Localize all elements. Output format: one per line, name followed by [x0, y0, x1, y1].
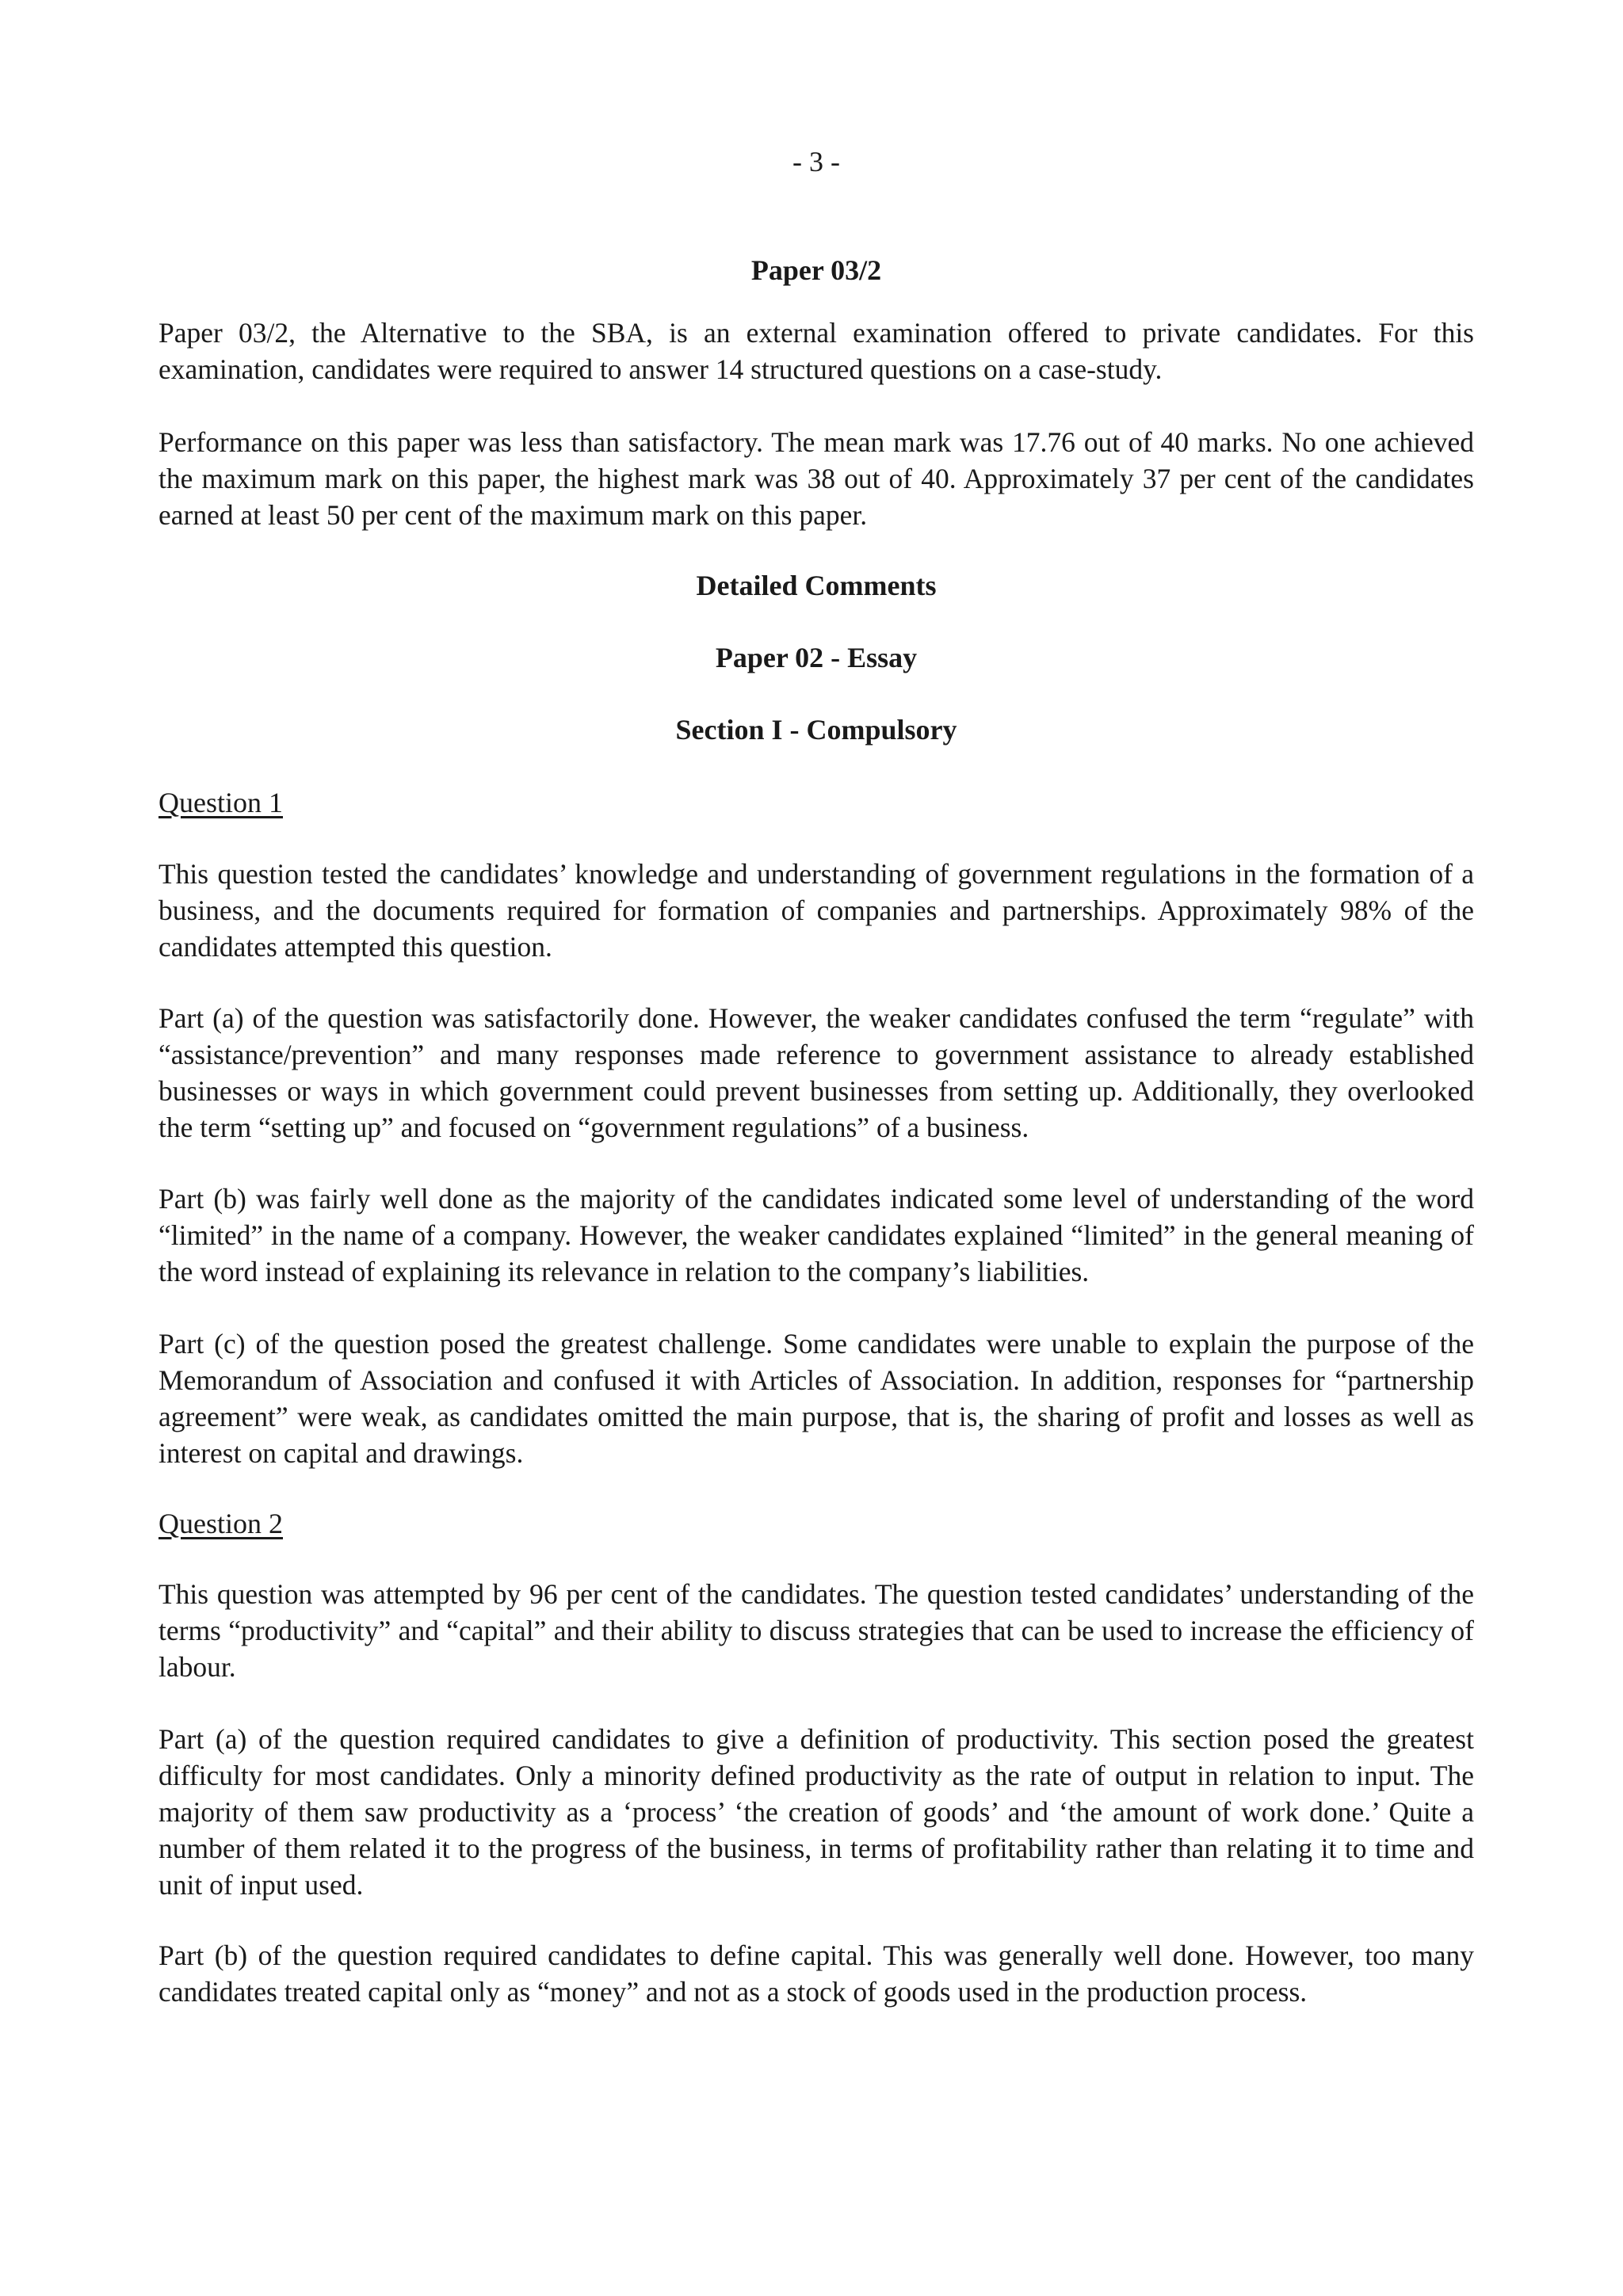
question-1-part-b: Part (b) was fairly well done as the majority of the candidates indicated some level of understanding of the word “limited” in the name of a company. However, the weaker candidates explained “limited” in the general meaning of the word instead of explaining its relevance in relation to the company’s liabilities.: [158, 1183, 1474, 1287]
question-2-part-b: Part (b) of the question required candidates to define capital. This was generally well done. However, too many candidates treated capital only as “money” and not as a stock of goods used in the production process.: [158, 1939, 1474, 2008]
question-2-intro: This question was attempted by 96 per cent of the candidates. The question tested candidates’ understanding of the terms “productivity” and “capital” and their ability to discuss strategies that can be used to increase the efficiency of labour.: [158, 1578, 1474, 1683]
paper-heading: Paper 03/2: [750, 254, 882, 286]
question-2-label: Question 2: [158, 1508, 283, 1539]
question-1-intro: This question tested the candidates’ knowledge and understanding of government regulations in the formation of a business, and the documents required for formation of companies and partnerships. Approximately 98% of the candidates attempted this question.: [158, 858, 1474, 963]
question-1-part-c: Part (c) of the question posed the greatest challenge. Some candidates were unable to explain the purpose of the Memorandum of Association and confused it with Articles of Association. In addition, responses for “partnership agreement” were weak, as candidates omitted the main purpose, that is, the sharing of profit and losses as well as interest on capital and drawings.: [158, 1328, 1474, 1469]
section-heading: Section I - Compulsory: [675, 714, 957, 746]
essay-heading: Paper 02 - Essay: [715, 642, 918, 673]
question-1-part-a: Part (a) of the question was satisfactorily done. However, the weaker candidates confused the term “regulate” with “assistance/prevention” and many responses made reference to government assistance to already established businesses or ways in which government could prevent businesses from setting up. Additionally, they overlooked the term “setting up” and focused on “government regulations” of a business.: [158, 1002, 1474, 1143]
paper-performance-paragraph: Performance on this paper was less than satisfactory. The mean mark was 17.76 out of 40 marks. No one achieved the maximum mark on this paper, the highest mark was 38 out of 40. Approximately 37 per cent of the candidates earned at least 50 per cent of the maximum mark on this paper.: [158, 426, 1474, 531]
question-2-part-a: Part (a) of the question required candidates to give a definition of productivity. This section posed the greatest difficulty for most candidates. Only a minority defined productivity as the rate of output in relation to input. The majority of them saw productivity as a ‘process’ ‘the creation of goods’ and ‘the amount of work done.’ Quite a number of them related it to the progress of the business, in terms of profitability rather than relating it to time and unit of input used.: [158, 1723, 1474, 1901]
detailed-comments-heading: Detailed Comments: [696, 570, 937, 601]
page-number: - 3 -: [792, 146, 840, 177]
question-1-label: Question 1: [158, 787, 283, 818]
paper-intro-paragraph: Paper 03/2, the Alternative to the SBA, is an external examination offered to private candidates. For this examination, candidates were required to answer 14 structured questions on a case-study.: [158, 317, 1474, 385]
